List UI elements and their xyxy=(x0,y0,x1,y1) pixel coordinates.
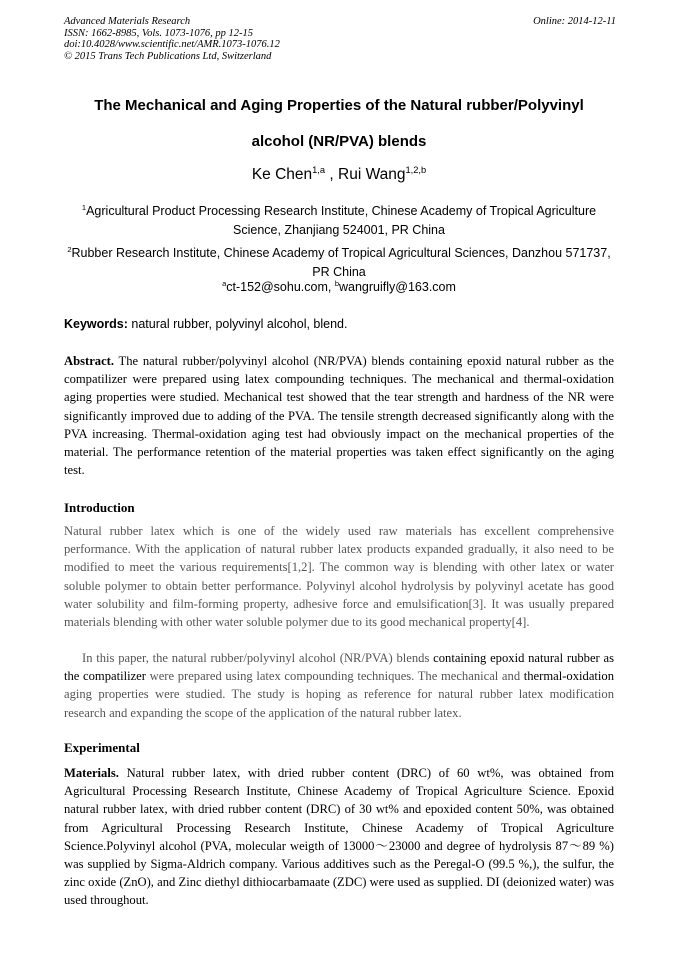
abstract xyxy=(64,352,614,479)
introduction-paragraph-1: Natural rubber latex which is one of the widely used raw materials has excellent comprehensive performance. With the application of natural rubber latex products expanded gradually, it also need to be modified to meet the various requirements[1,2]. The common way is blending with other latex or water soluble polymer to obtain better performance. Polyvinyl alcohol hydrolysis by polyvinyl acetate has good water solubility and film-forming property, adhesive force and emulsification[3]. It was usually prepared materials blending with other water soluble polymer due to its good mechanical property[4]. xyxy=(64,524,614,630)
paper-title-line1: The Mechanical and Aging Properties of the Natural rubber/Polyvinyl xyxy=(94,97,584,114)
author-separator: , xyxy=(325,166,338,183)
affiliation-mark: 1 xyxy=(81,202,87,212)
introduction-text: aging properties were studied. The study is hoping as reference for natural rubber latex modification research and expanding the scope of the application of the natural rubber latex. xyxy=(64,687,614,720)
author-emails xyxy=(60,280,618,294)
email-mark: a xyxy=(222,278,227,288)
materials-label: Materials. xyxy=(64,766,119,780)
affiliation-2 xyxy=(60,244,618,282)
abstract-label: Abstract. xyxy=(64,354,115,368)
affiliation-text: Science, Zhanjiang 524001, PR China xyxy=(233,223,445,237)
author-list xyxy=(56,166,622,184)
section-heading-introduction: Introduction xyxy=(64,500,135,515)
email-mark: b xyxy=(334,278,339,288)
journal-copyright: © 2015 Trans Tech Publications Ltd, Switzerland xyxy=(64,50,272,62)
paper-title-line2: alcohol (NR/PVA) blends xyxy=(251,133,427,150)
email-link[interactable]: ct-152@sohu.com, xyxy=(226,280,335,294)
keywords-label: Keywords: xyxy=(64,317,128,331)
journal-name: Advanced Materials Research xyxy=(64,16,191,27)
affiliation-text: Agricultural Product Processing Research Institute, Chinese Academy of Tropical Agriculture xyxy=(86,204,597,218)
introduction-text: In this paper, the natural rubber/polyvinyl alcohol (NR/PVA) blends xyxy=(82,651,434,665)
author-name: Ke Chen xyxy=(251,166,313,183)
journal-issn: ISSN: 1662-8985, Vols. 1073-1076, pp 12-15 xyxy=(64,27,253,39)
author-affiliation-mark: 1,2,b xyxy=(405,164,427,175)
materials-text: Natural rubber latex, with dried rubber content (DRC) of 60 wt%, was obtained from Agricultural Processing Research Institute, Chinese Academy of Tropical Agriculture Science. Epoxid natural rubber latex, with dried rubber content (DRC) of 30 wt% and epoxided content 50%, was obtained from Agricultural Processing Research Institute, Chinese Academy of Tropical Agriculture Science.Polyvinyl alcohol (PVA, molecular weigth of 13000～23000 and degree of hydrolysis 87～89 %) was supplied by Sigma-Aldrich company. Various additives such as the Peregal-O (99.5 %,), the sulfur, the zinc oxide (ZnO), and Zinc diethyl dithiocarbamaate (ZDC) were used as supplied. DI (deionized water) was used throughout. xyxy=(64,766,614,908)
journal-header xyxy=(64,16,616,62)
affiliation-mark: 2 xyxy=(67,244,72,254)
section-heading-experimental: Experimental xyxy=(64,740,140,755)
online-date: Online: 2014-12-11 xyxy=(533,16,616,27)
materials-paragraph xyxy=(64,764,614,910)
author-name: Rui Wang xyxy=(338,166,406,183)
paper-title xyxy=(56,88,622,160)
introduction-text: were prepared using latex compounding techniques. The mechanical and xyxy=(145,669,524,684)
introduction-paragraph-2 xyxy=(64,649,614,722)
introduction-text: containing epoxid natural rubber as the compatilizer xyxy=(64,651,615,684)
affiliation-text: Rubber Research Institute, Chinese Academy of Tropical Agricultural Sciences, Danzhou 571737, xyxy=(71,246,611,260)
email-link[interactable]: wangruifly@163.com xyxy=(339,280,456,294)
journal-doi[interactable]: doi:10.4028/www.scientific.net/AMR.1073-1076.12 xyxy=(64,39,280,50)
introduction-text: thermal-oxidation xyxy=(523,669,614,684)
keywords xyxy=(64,317,616,331)
affiliation-1 xyxy=(60,202,618,240)
keywords-text: natural rubber, polyvinyl alcohol, blend. xyxy=(127,317,348,331)
affiliation-text: PR China xyxy=(312,265,366,279)
abstract-text: The natural rubber/polyvinyl alcohol (NR/PVA) blends containing epoxid natural rubber as the compatilizer were prepared using latex compounding techniques. The mechanical and thermal-oxidation aging properties were studied. Mechanical test showed that the tear strength and hardness of the NR were significantly improved due to adding of the PVA. The tensile strength decreased significantly along with the PVA increasing. Thermal-oxidation aging test had obviously impact on the mechanical properties of the material. The performance retention of the material properties was taken effect significantly on the aging test. xyxy=(64,354,614,478)
author-affiliation-mark: 1,a xyxy=(312,164,326,175)
